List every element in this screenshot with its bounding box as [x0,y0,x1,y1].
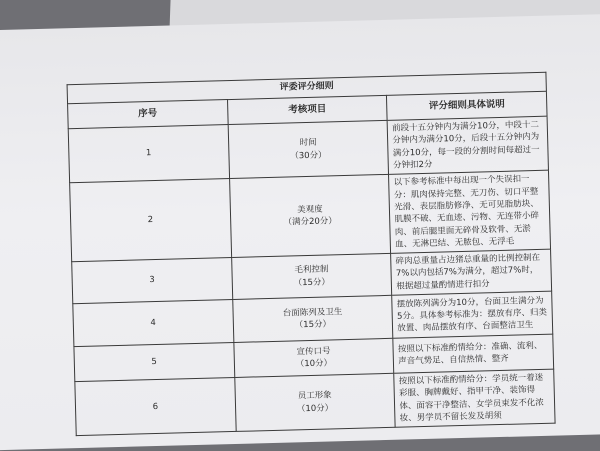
row-item [234,338,395,377]
table-row [75,369,555,436]
item-name: 美观度 [297,204,323,216]
row-description: 前段十五分钟内为满分10分，中段十二分钟内为满分10分，后段十五分钟内为满分10分，每一段的分割时间每超过一分钟扣2分 [387,116,548,174]
item-score: （15分） [294,319,332,331]
item-name: 毛利控制 [294,264,329,276]
row-number: 4 [73,300,234,347]
paper-sheet [0,13,600,450]
row-description: 以下参考标准中每出现一个失误扣一分：肌肉保持完整、无刀伤、切口平整光滑、表层脂肪修净、无可见脂肪块、肌膜不破、无血迹、污物、无连带小碎肉、前后腿里面无碎骨及软骨、无淤血、无淋巴结、无脓包、无浮毛 [389,170,551,253]
row-number: 3 [72,258,233,304]
header-no: 序号 [68,100,228,129]
row-item [228,120,389,178]
item-score: （30分） [290,150,327,162]
header-item: 考核项目 [227,95,387,124]
header-desc: 评分细则具体说明 [387,91,547,120]
row-description: 按照以下标准酌情给分：准确、流利、声音气势足、自信热情、整齐 [393,334,554,373]
item-score: （15分） [293,277,331,288]
table-row [70,170,551,261]
row-item [231,253,392,299]
row-item [234,373,395,431]
row-item [229,175,391,258]
scoring-rules-table [67,72,556,437]
scoring-document [67,72,556,437]
item-name: 台面陈列及卫生 [282,306,343,319]
item-name: 宣传口号 [296,346,331,358]
row-number: 2 [70,179,232,262]
row-description: 摆放陈列满分为10分，台面卫生满分为5分。具体参考标准为：摆放有序、归类放置、肉品摆放有序、台面整洁卫生 [392,291,553,338]
table-title: 评委评分细则 [67,72,546,104]
item-score: （10分） [296,403,334,415]
item-score: （满分20分） [283,216,338,228]
row-number: 1 [68,125,229,183]
item-name: 员工形象 [297,390,332,402]
row-number: 5 [74,343,235,382]
row-item [232,295,393,342]
row-number: 6 [75,378,236,436]
row-description: 按照以下标准酌情给分：学员统一着迷彩服、胸牌戴好、指甲干净、装饰得体、面容干净整洁、女学员束发不化浓妆、男学员不留长发及胡须 [394,369,555,427]
item-name: 时间 [299,138,317,149]
item-score: （10分） [295,358,333,370]
row-description: 碎肉总重量占边猪总重量的比例控制在7%以内包括7%为满分，超过7%时，根据超过量酌情进行扣分 [391,249,552,295]
